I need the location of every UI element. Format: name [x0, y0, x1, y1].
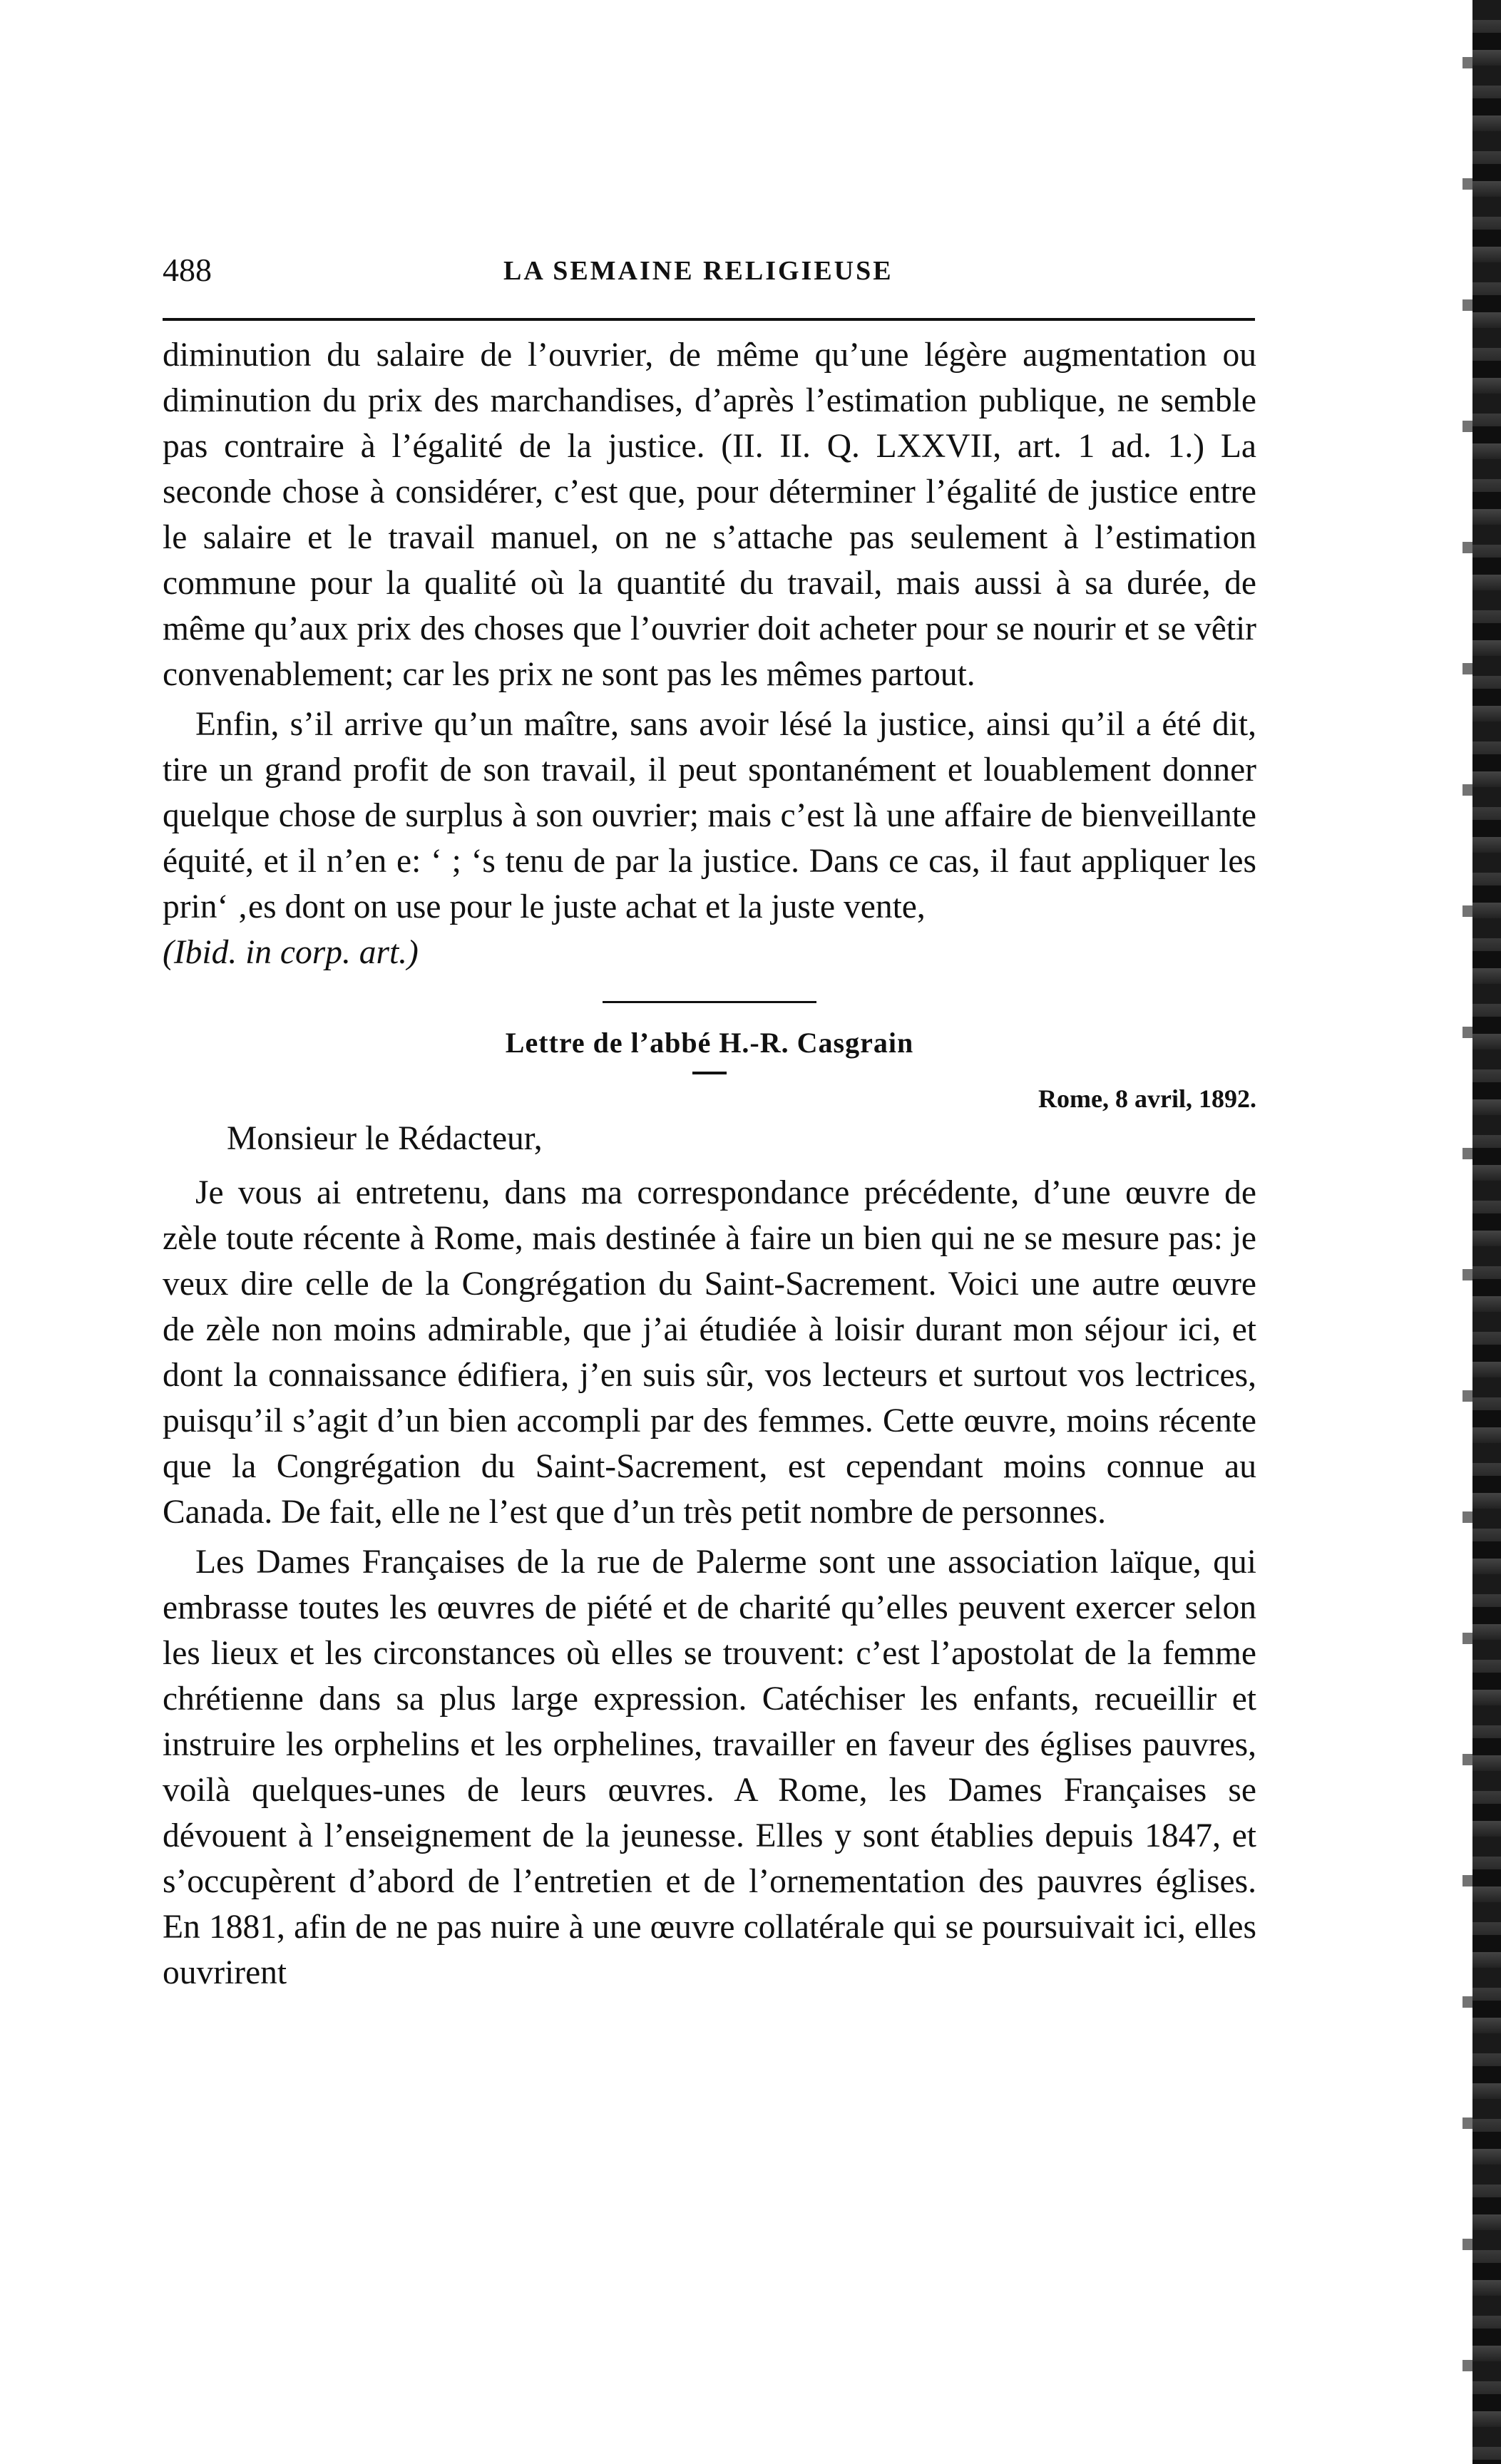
- section-title: Lettre de l’abbé H.-R. Casgrain: [505, 1027, 914, 1059]
- body-text: [163, 332, 1256, 1996]
- citation-text: (Ibid. in corp. art.): [163, 934, 419, 971]
- title-underline: [692, 1072, 727, 1074]
- header-rule: [163, 318, 1255, 321]
- paragraph: Enfin, s’il arrive qu’un maître, sans avoir lésé la justice, ainsi qu’il a été dit, tire un grand profit de son travail, il peut spontanément et louablement donner quelque chose de surplus à son ouvrier; mais c’est là une affaire de bienveillante équité, et il n’en e: ‘ ; ‘s tenu de par la justice. Dans ce cas, il faut appliquer les prin‘ ‚es dont on use pour le juste achat et la juste vente,: [163, 706, 1256, 925]
- citation: [163, 930, 1256, 975]
- page-number: 488: [163, 252, 212, 288]
- page-header: [163, 251, 1254, 294]
- paragraph-continued: diminution du salaire de l’ouvrier, de même qu’une légère augmentation ou diminution du prix des marchandises, d’après l’estimation publique, ne semble pas contraire à l’égalité de la justice. (II. II. Q. LXXVII, art. 1 ad. 1.) La seconde chose à considérer, c’est que, pour déterminer l’égalité de justice entre le salaire et le travail manuel, on ne s’attache pas seulement à l’estimation commune pour la qualité où la quantité du travail, mais aussi à sa durée, de même qu’aux prix des choses que l’ouvrier doit acheter pour se nourir et se vêtir convenablement; car les prix ne sont pas les mêmes partout.: [163, 337, 1256, 693]
- scan-edge-binding: [1472, 0, 1501, 2464]
- paragraph: Je vous ai entretenu, dans ma correspondance précédente, d’une œuvre de zèle toute récente à Rome, mais destinée à faire un bien qui ne se mesure pas: je veux dire celle de la Congrégation du Saint-Sacrement. Voici une autre œuvre de zèle non moins admirable, que j’ai étudiée à loisir durant mon séjour ici, et dont la connaissance édifiera, j’en suis sûr, vos lecteurs et surtout vos lectrices, puisqu’il s’agit d’un bien accompli par des femmes. Cette œuvre, moins récente que la Congrégation du Saint-Sacrement, est cependant moins connue au Canada. De fait, elle ne l’est que d’un très petit nombre de personnes.: [163, 1174, 1256, 1531]
- section-divider: [603, 1001, 816, 1003]
- paragraph: Les Dames Françaises de la rue de Palerme sont une association laïque, qui embrasse toutes les œuvres de piété et de charité qu’elles peuvent exercer selon les lieux et les circonstances où elles se trouvent: c’est l’apostolat de la femme chrétienne dans sa plus large expression. Catéchiser les enfants, recueillir et instruire les orphelins et les orphelines, travailler en faveur des églises pauvres, voilà quelques-unes de leurs œuvres. A Rome, les Dames Françaises se dévouent à l’enseignement de la jeunesse. Elles y sont établies depuis 1847, et s’occupèrent d’abord de l’entretien et de l’ornementation des pauvres églises. En 1881, afin de ne pas nuire à une œuvre collatérale qui se poursuivait ici, elles ouvrirent: [163, 1544, 1256, 1991]
- running-head: LA SEMAINE RELIGIEUSE: [503, 256, 893, 286]
- scan-shadow: [1462, 0, 1472, 2464]
- dateline: Rome, 8 avril, 1892.: [1038, 1084, 1256, 1113]
- salutation: Monsieur le Rédacteur,: [227, 1120, 543, 1157]
